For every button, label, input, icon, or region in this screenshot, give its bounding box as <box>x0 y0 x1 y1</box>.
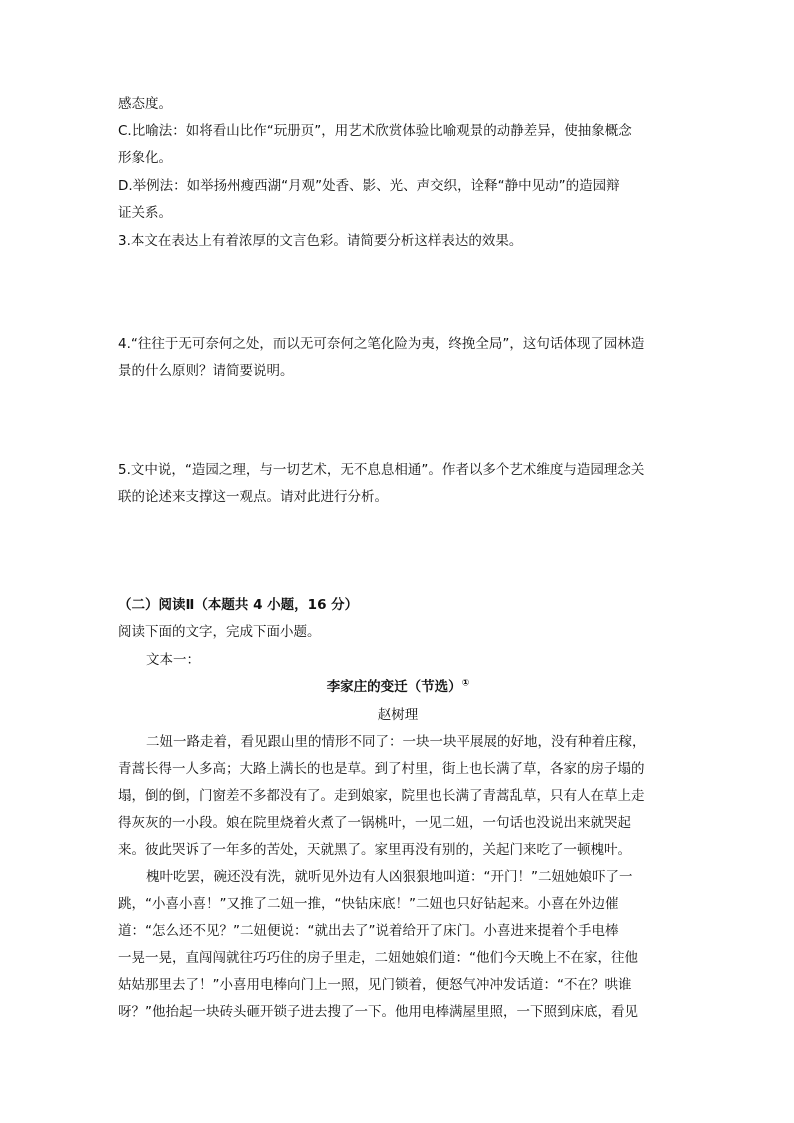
passage-line: 槐叶吃罢，碗还没有洗，就听见外边有人凶狠狠地叫道：“开门！”二妞她娘吓了一 <box>146 869 633 885</box>
option-d-line-1: D.举例法：如举扬州瘦西湖“月观”处香、影、光、声交织，诠释“静中见动”的造园辩 <box>118 178 620 194</box>
passage-title-text: 李家庄的变迁（节选） <box>326 679 462 695</box>
question-5-line-1: 5.文中说，“造园之理，与一切艺术，无不息息相通”。作者以多个艺术维度与造园理念关 <box>118 462 645 478</box>
question-4-line-2: 景的什么原则？请简要说明。 <box>118 363 294 379</box>
question-3: 3.本文在表达上有着浓厚的文言色彩。请简要分析这样表达的效果。 <box>118 233 523 249</box>
passage-title <box>118 677 678 697</box>
section-heading: （二）阅读Ⅱ（本题共 4 小题，16 分） <box>118 597 359 613</box>
passage-line: 呀？”他抬起一块砖头砸开锁子进去搜了一下。他用电棒满屋里照，一下照到床底，看见 <box>118 1004 638 1020</box>
passage-line: 跳，“小喜小喜！”又推了二妞一推，“快钻床底！”二妞也只好钻起来。小喜在外边催 <box>118 896 619 912</box>
passage-line: 道：“怎么还不见？”二妞便说：“就出去了”说着给开了床门。小喜进来提着个手电棒 <box>118 923 619 939</box>
option-c-line-1: C.比喻法：如将看山比作“玩册页”，用艺术欣赏体验比喻观景的动静差异，使抽象概念 <box>118 123 632 139</box>
footnote-marker: ① <box>461 678 470 689</box>
passage-line: 来。彼此哭诉了一年多的苦处，天就黑了。家里再没有别的，关起门来吃了一顿槐叶。 <box>118 842 631 858</box>
prev-option-tail: 感态度。 <box>118 96 172 112</box>
passage-author: 赵树理 <box>377 707 419 723</box>
question-5-line-2: 联的论述来支撑这一观点。请对此进行分析。 <box>118 489 388 505</box>
text-label: 文本一： <box>146 652 200 668</box>
passage-line: 得灰灰的一小段。娘在院里烧着火煮了一锅桃叶，一见二妞，一句话也没说出来就哭起 <box>118 815 631 831</box>
passage-line: 二妞一路走着，看见跟山里的情形不同了：一块一块平展展的好地，没有种着庄稼， <box>146 734 646 750</box>
question-4-line-1: 4.“往往于无可奈何之处，而以无可奈何之笔化险为夷，终挽全局”，这句话体现了园林造 <box>118 336 645 352</box>
passage-line: 青蒿长得一人多高；大路上满长的也是草。到了村里，街上也长满了草，各家的房子塌的 <box>118 761 645 777</box>
passage-line: 一晃一晃，直闯闯就往巧巧住的房子里走，二妞她娘们道：“他们今天晚上不在家，往他 <box>118 950 638 966</box>
section-instruction: 阅读下面的文字，完成下面小题。 <box>118 624 321 640</box>
passage-line: 姑姑那里去了！”小喜用电棒向门上一照，见门锁着，便怒气冲冲发话道：“不在？哄谁 <box>118 977 632 993</box>
option-d-line-2: 证关系。 <box>118 205 172 221</box>
option-c-line-2: 形象化。 <box>118 150 172 166</box>
passage-line: 塌，倒的倒，门窗差不多都没有了。走到娘家，院里也长满了青蒿乱草，只有人在草上走 <box>118 788 645 804</box>
